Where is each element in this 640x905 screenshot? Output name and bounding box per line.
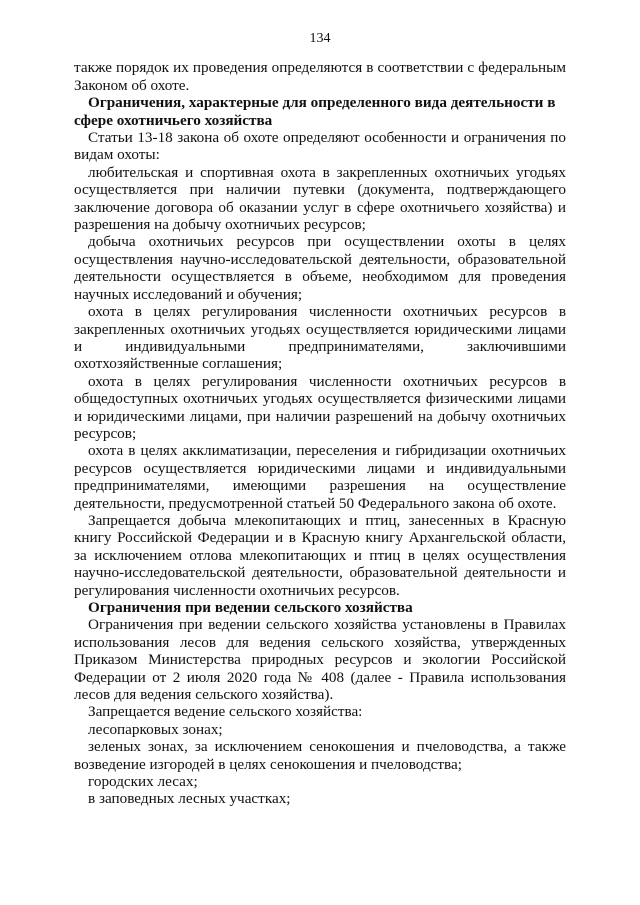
paragraph: лесопарковых зонах; — [88, 720, 223, 738]
section-heading-hunting: Ограничения, характерные для определенного вида деятельности в сфере охотничьего хозяйства — [74, 94, 556, 129]
document-page — [74, 30, 566, 808]
paragraph: в заповедных лесных участках; — [88, 790, 291, 808]
section-heading-agriculture: Ограничения при ведении сельского хозяйства — [88, 599, 413, 616]
paragraph: зеленых зонах, за исключением сенокошения и пчеловодства, а также возведение изгородей в целях сенокошения и пчеловодства; — [74, 738, 566, 773]
page-number: 134 — [309, 31, 331, 46]
paragraph-intro: также порядок их проведения определяются в соответствии с федеральным Законом об охоте. — [74, 59, 566, 94]
paragraph: охота в целях акклиматизации, переселения и гибридизации охотничьих ресурсов осуществляется юридическими лицами и индивидуальными предпринимателями, имеющими разрешения на осуществление деятельности, предусмотренной статьей 50 Федерального закона об охоте. — [74, 442, 566, 512]
paragraph: охота в целях регулирования численности охотничьих ресурсов в закрепленных охотничьих угодьях осуществляется юридическими лицами и индивидуальными предпринимателями, заключившими охотхозяйственные соглашения; — [74, 303, 566, 373]
paragraph: городских лесах; — [88, 773, 198, 791]
paragraph: добыча охотничьих ресурсов при осуществлении охоты в целях осуществления научно-исследовательской деятельности, образовательной деятельности осуществляется в объеме, необходимом для проведения научных исследований и обучения; — [74, 233, 566, 303]
paragraph: Ограничения при ведении сельского хозяйства установлены в Правилах использования лесов для ведения сельского хозяйства, утвержденных Приказом Министерства природных ресурсов и экологии Российской Федерации от 2 июля 2020 года № 408 (далее - Правила использования лесов для ведения сельского хозяйства). — [74, 616, 566, 704]
paragraph: Запрещается ведение сельского хозяйства: — [88, 703, 363, 721]
paragraph: любительская и спортивная охота в закрепленных охотничьих угодьях осуществляется при наличии путевки (документа, подтверждающего заключение договора об оказании услуг в сфере охотничьего хозяйства) и разрешения на добычу охотничьих ресурсов; — [74, 163, 566, 234]
paragraph: Статьи 13-18 закона об охоте определяют особенности и ограничения по видам охоты: — [74, 129, 566, 164]
paragraph: охота в целях регулирования численности охотничьих ресурсов в общедоступных охотничьих угодьях осуществляется физическими лицами и юридическими лицами, при наличии разрешений на добычу охотничьих ресурсов; — [74, 372, 566, 442]
paragraph: Запрещается добыча млекопитающих и птиц, занесенных в Красную книгу Российской Федерации и в Красную книгу Архангельской области, за исключением отлова млекопитающих и птиц в целях осуществления научно-исследовательской деятельности, образовательной деятельности и регулирования численности охотничьих ресурсов. — [74, 511, 566, 599]
